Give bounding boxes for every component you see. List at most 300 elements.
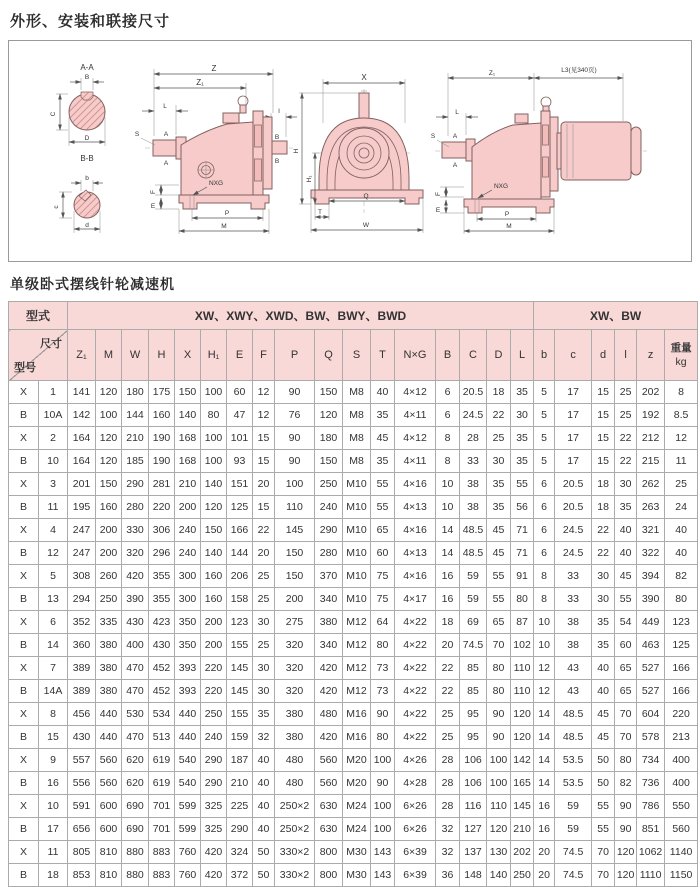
value-cell: 76 xyxy=(275,404,315,427)
value-cell: 620 xyxy=(122,749,149,772)
value-cell: 55 xyxy=(487,565,511,588)
value-cell: 82 xyxy=(615,772,637,795)
value-cell: 390 xyxy=(122,588,149,611)
corner-model-label: 型号 xyxy=(14,362,36,374)
dim-label-A: A xyxy=(163,160,169,167)
table-row xyxy=(9,565,698,588)
dim-label-F: F xyxy=(435,192,442,196)
value-cell: 120 xyxy=(315,404,343,427)
dim-label-I: I xyxy=(278,108,280,115)
value-cell: 90 xyxy=(275,381,315,404)
value-cell: 74.5 xyxy=(460,634,487,657)
value-cell: 325 xyxy=(201,795,227,818)
dim-label-T: T xyxy=(318,209,322,216)
model-number-cell: 17 xyxy=(39,818,68,841)
value-cell: 15 xyxy=(592,404,615,427)
dim-label-Z1: Z₁ xyxy=(196,78,204,87)
value-cell: 591 xyxy=(68,795,96,818)
value-cell: 604 xyxy=(637,703,665,726)
value-cell: 53.5 xyxy=(555,749,592,772)
model-series-cell: B xyxy=(9,404,39,427)
table-row xyxy=(9,634,698,657)
value-cell: 430 xyxy=(68,726,96,749)
value-cell: 80 xyxy=(665,588,698,611)
table-row xyxy=(9,427,698,450)
value-cell: 200 xyxy=(275,588,315,611)
shaft-section-bb xyxy=(53,154,103,233)
value-cell: 250 xyxy=(315,473,343,496)
value-cell: 4×22 xyxy=(395,703,436,726)
value-cell: 60 xyxy=(371,542,395,565)
value-cell: 150 xyxy=(275,565,315,588)
value-cell: 380 xyxy=(96,634,122,657)
value-cell: 290 xyxy=(122,473,149,496)
dim-label-H: H xyxy=(293,148,300,154)
value-cell: 6 xyxy=(436,404,460,427)
dim-label-M: M xyxy=(221,223,227,230)
value-cell: 28 xyxy=(460,427,487,450)
type-label-cell: 型式 xyxy=(9,302,68,330)
value-cell: 150 xyxy=(315,381,343,404)
value-cell: 800 xyxy=(315,841,343,864)
value-cell: 90 xyxy=(615,818,637,841)
value-cell: 210 xyxy=(511,818,534,841)
value-cell: 143 xyxy=(371,841,395,864)
value-cell: 160 xyxy=(96,496,122,519)
value-cell: 59 xyxy=(460,588,487,611)
model-series-cell: B xyxy=(9,680,39,703)
column-header-9: Q xyxy=(315,330,343,381)
model-series-cell: B xyxy=(9,634,39,657)
value-cell: 144 xyxy=(122,404,149,427)
value-cell: 160 xyxy=(149,404,175,427)
value-cell: 100 xyxy=(371,795,395,818)
value-cell: 120 xyxy=(96,450,122,473)
table-row xyxy=(9,542,698,565)
value-cell: 25 xyxy=(436,703,460,726)
value-cell: 734 xyxy=(637,749,665,772)
value-cell: 22 xyxy=(592,542,615,565)
value-cell: 18 xyxy=(487,381,511,404)
value-cell: 760 xyxy=(175,864,201,887)
value-cell: 143 xyxy=(371,864,395,887)
value-cell: 22 xyxy=(436,680,460,703)
value-cell: 321 xyxy=(637,519,665,542)
value-cell: M12 xyxy=(343,611,371,634)
value-cell: M8 xyxy=(343,381,371,404)
dim-label-S: S xyxy=(134,131,140,138)
model-series-cell: X xyxy=(9,657,39,680)
value-cell: 14 xyxy=(534,749,555,772)
value-cell: 120 xyxy=(615,864,637,887)
value-cell: 40 xyxy=(592,657,615,680)
value-cell: 30 xyxy=(253,611,275,634)
value-cell: 24.5 xyxy=(555,519,592,542)
value-cell: 480 xyxy=(275,772,315,795)
value-cell: M8 xyxy=(343,450,371,473)
dim-label-X: X xyxy=(361,73,367,82)
value-cell: 452 xyxy=(149,657,175,680)
value-cell: 85 xyxy=(460,680,487,703)
value-cell: 73 xyxy=(371,657,395,680)
value-cell: 560 xyxy=(96,772,122,795)
value-cell: 690 xyxy=(122,795,149,818)
value-cell: 430 xyxy=(122,611,149,634)
value-cell: 440 xyxy=(96,703,122,726)
model-number-cell: 11 xyxy=(39,841,68,864)
model-series-cell: X xyxy=(9,473,39,496)
value-cell: 40 xyxy=(253,818,275,841)
value-cell: 220 xyxy=(201,680,227,703)
value-cell: 75 xyxy=(371,588,395,611)
value-cell: 4×28 xyxy=(395,772,436,795)
value-cell: 202 xyxy=(511,841,534,864)
value-cell: 59 xyxy=(555,795,592,818)
column-header-3: H xyxy=(149,330,175,381)
value-cell: 330×2 xyxy=(275,864,315,887)
value-cell: 250×2 xyxy=(275,795,315,818)
model-number-cell: 13 xyxy=(39,588,68,611)
value-cell: 100 xyxy=(96,404,122,427)
value-cell: 50 xyxy=(253,841,275,864)
value-cell: 40 xyxy=(665,542,698,565)
value-cell: 4×13 xyxy=(395,496,436,519)
value-cell: 64 xyxy=(371,611,395,634)
value-cell: 883 xyxy=(149,841,175,864)
value-cell: 90 xyxy=(615,795,637,818)
value-cell: 513 xyxy=(149,726,175,749)
value-cell: M30 xyxy=(343,864,371,887)
value-cell: 106 xyxy=(460,749,487,772)
dim-label-P: P xyxy=(224,210,230,217)
value-cell: 90 xyxy=(487,703,511,726)
column-header-8: P xyxy=(275,330,315,381)
value-cell: 370 xyxy=(315,565,343,588)
value-cell: 4×22 xyxy=(395,680,436,703)
value-cell: 335 xyxy=(96,611,122,634)
value-cell: 168 xyxy=(175,427,201,450)
dim-label-B-shaft: B xyxy=(274,158,280,165)
table-row xyxy=(9,473,698,496)
value-cell: 33 xyxy=(555,588,592,611)
value-cell: 210 xyxy=(122,427,149,450)
value-cell: 400 xyxy=(122,634,149,657)
value-cell: 20 xyxy=(253,473,275,496)
value-cell: 599 xyxy=(175,795,201,818)
value-cell: 145 xyxy=(227,680,253,703)
value-cell: 290 xyxy=(227,818,253,841)
value-cell: 10 xyxy=(534,611,555,634)
value-cell: 308 xyxy=(68,565,96,588)
table-row xyxy=(9,795,698,818)
value-cell: 40 xyxy=(371,381,395,404)
shaft-section-aa xyxy=(50,63,105,146)
model-series-cell: X xyxy=(9,565,39,588)
value-cell: 600 xyxy=(96,795,122,818)
value-cell: 70 xyxy=(615,703,637,726)
value-cell: 380 xyxy=(275,703,315,726)
value-cell: 480 xyxy=(275,749,315,772)
table-row xyxy=(9,657,698,680)
value-cell: 102 xyxy=(511,634,534,657)
value-cell: 71 xyxy=(511,519,534,542)
value-cell: M8 xyxy=(343,427,371,450)
value-cell: 35 xyxy=(615,496,637,519)
value-cell: 560 xyxy=(96,749,122,772)
value-cell: 18 xyxy=(592,496,615,519)
value-cell: 56 xyxy=(511,496,534,519)
value-cell: 690 xyxy=(122,818,149,841)
value-cell: M12 xyxy=(343,680,371,703)
column-header-11: T xyxy=(371,330,395,381)
value-cell: 800 xyxy=(315,864,343,887)
value-cell: 90 xyxy=(371,703,395,726)
value-cell: 560 xyxy=(665,818,698,841)
value-cell: 100 xyxy=(371,749,395,772)
table-header-row xyxy=(9,330,698,381)
value-cell: 55 xyxy=(592,818,615,841)
value-cell: 100 xyxy=(487,772,511,795)
value-cell: 22 xyxy=(487,404,511,427)
value-cell: 100 xyxy=(201,450,227,473)
value-cell: 30 xyxy=(253,657,275,680)
value-cell: 185 xyxy=(122,450,149,473)
value-cell: 12 xyxy=(534,657,555,680)
value-cell: 6×26 xyxy=(395,818,436,841)
value-cell: 82 xyxy=(665,565,698,588)
value-cell: 142 xyxy=(511,749,534,772)
value-cell: 296 xyxy=(149,542,175,565)
value-cell: 180 xyxy=(122,381,149,404)
value-cell: 91 xyxy=(511,565,534,588)
value-cell: 47 xyxy=(227,404,253,427)
value-cell: 463 xyxy=(637,634,665,657)
value-cell: 4×12 xyxy=(395,381,436,404)
value-cell: 24.5 xyxy=(460,404,487,427)
model-series-cell: X xyxy=(9,381,39,404)
value-cell: 30 xyxy=(592,565,615,588)
value-cell: 786 xyxy=(637,795,665,818)
column-header-6: E xyxy=(227,330,253,381)
value-cell: 35 xyxy=(487,473,511,496)
dim-label-E: E xyxy=(435,207,441,214)
value-cell: 150 xyxy=(201,519,227,542)
value-cell: 30 xyxy=(511,404,534,427)
value-cell: 527 xyxy=(637,657,665,680)
corner-dimension-label: 尺寸 xyxy=(40,338,63,350)
value-cell: M8 xyxy=(343,404,371,427)
value-cell: 389 xyxy=(68,657,96,680)
table-row xyxy=(9,611,698,634)
value-cell: 619 xyxy=(149,772,175,795)
model-number-cell: 9 xyxy=(39,749,68,772)
value-cell: 420 xyxy=(201,841,227,864)
value-cell: 556 xyxy=(68,772,96,795)
value-cell: 5 xyxy=(534,404,555,427)
value-cell: M24 xyxy=(343,795,371,818)
dim-label-b: b xyxy=(85,175,89,182)
value-cell: 32 xyxy=(253,726,275,749)
model-number-cell: 12 xyxy=(39,542,68,565)
value-cell: 45 xyxy=(615,565,637,588)
value-cell: 48.5 xyxy=(460,542,487,565)
column-header-17: b xyxy=(534,330,555,381)
value-cell: 32 xyxy=(436,818,460,841)
value-cell: 24 xyxy=(665,496,698,519)
value-cell: 656 xyxy=(68,818,96,841)
value-cell: 393 xyxy=(175,657,201,680)
value-cell: 120 xyxy=(511,703,534,726)
value-cell: 140 xyxy=(201,473,227,496)
value-cell: 164 xyxy=(68,450,96,473)
value-cell: 220 xyxy=(149,496,175,519)
value-cell: 160 xyxy=(201,565,227,588)
value-cell: 456 xyxy=(68,703,96,726)
table-row xyxy=(9,864,698,887)
value-cell: 10 xyxy=(534,634,555,657)
value-cell: 20.5 xyxy=(555,473,592,496)
value-cell: 1110 xyxy=(637,864,665,887)
column-header-16: L xyxy=(511,330,534,381)
value-cell: 50 xyxy=(592,772,615,795)
value-cell: 325 xyxy=(201,818,227,841)
model-series-cell: B xyxy=(9,864,39,887)
value-cell: 195 xyxy=(68,496,96,519)
value-cell: 101 xyxy=(227,427,253,450)
model-series-cell: X xyxy=(9,519,39,542)
value-cell: 22 xyxy=(615,450,637,473)
value-cell: 350 xyxy=(175,611,201,634)
value-cell: 166 xyxy=(665,657,698,680)
value-cell: 240 xyxy=(315,496,343,519)
value-cell: 38 xyxy=(555,611,592,634)
model-series-cell: X xyxy=(9,611,39,634)
value-cell: 540 xyxy=(175,772,201,795)
value-cell: M10 xyxy=(343,496,371,519)
value-cell: 213 xyxy=(665,726,698,749)
value-cell: 300 xyxy=(175,565,201,588)
value-cell: 50 xyxy=(253,864,275,887)
value-cell: 320 xyxy=(275,634,315,657)
value-cell: 240 xyxy=(201,726,227,749)
dimension-drawings xyxy=(8,40,692,262)
value-cell: 200 xyxy=(96,519,122,542)
value-cell: 90 xyxy=(275,427,315,450)
value-cell: 25 xyxy=(253,588,275,611)
value-cell: 25 xyxy=(253,565,275,588)
value-cell: 168 xyxy=(175,450,201,473)
value-cell: 106 xyxy=(460,772,487,795)
value-cell: 43 xyxy=(555,657,592,680)
page-title: 外形、安装和联接尺寸 xyxy=(10,13,171,30)
value-cell: 90 xyxy=(371,772,395,795)
value-cell: 393 xyxy=(175,680,201,703)
value-cell: 35 xyxy=(592,634,615,657)
value-cell: 701 xyxy=(149,795,175,818)
table-row xyxy=(9,841,698,864)
value-cell: 25 xyxy=(615,404,637,427)
value-cell: 38 xyxy=(460,473,487,496)
value-cell: 95 xyxy=(460,726,487,749)
column-header-21: z xyxy=(637,330,665,381)
value-cell: 10 xyxy=(436,496,460,519)
table-row xyxy=(9,818,698,841)
value-cell: 322 xyxy=(637,542,665,565)
value-cell: 14 xyxy=(534,726,555,749)
value-cell: M16 xyxy=(343,726,371,749)
value-cell: 260 xyxy=(96,565,122,588)
value-cell: 116 xyxy=(460,795,487,818)
value-cell: 4×13 xyxy=(395,542,436,565)
value-cell: 4×22 xyxy=(395,611,436,634)
value-cell: 6×39 xyxy=(395,864,436,887)
value-cell: 527 xyxy=(637,680,665,703)
value-cell: 4×16 xyxy=(395,565,436,588)
value-cell: 294 xyxy=(68,588,96,611)
value-cell: 25 xyxy=(436,726,460,749)
value-cell: 35 xyxy=(487,496,511,519)
table-row xyxy=(9,588,698,611)
value-cell: 30 xyxy=(253,680,275,703)
value-cell: 440 xyxy=(175,703,201,726)
value-cell: 480 xyxy=(315,703,343,726)
value-cell: 630 xyxy=(315,795,343,818)
value-cell: 810 xyxy=(96,841,122,864)
value-cell: 123 xyxy=(665,611,698,634)
value-cell: 14 xyxy=(436,519,460,542)
value-cell: 263 xyxy=(637,496,665,519)
value-cell: 40 xyxy=(253,795,275,818)
value-cell: 620 xyxy=(122,772,149,795)
value-cell: M30 xyxy=(343,841,371,864)
value-cell: 33 xyxy=(555,565,592,588)
value-cell: 6 xyxy=(534,542,555,565)
dim-label-c: c xyxy=(53,205,60,209)
value-cell: 4×11 xyxy=(395,404,436,427)
value-cell: 80 xyxy=(371,634,395,657)
dim-label-NXG: NXG xyxy=(208,180,224,187)
dim-label-B: B xyxy=(84,74,90,81)
value-cell: 50 xyxy=(592,749,615,772)
value-cell: 20 xyxy=(534,841,555,864)
value-cell: 8 xyxy=(534,565,555,588)
value-cell: 805 xyxy=(68,841,96,864)
value-cell: 145 xyxy=(511,795,534,818)
value-cell: 160 xyxy=(201,588,227,611)
value-cell: 340 xyxy=(315,588,343,611)
table-row xyxy=(9,519,698,542)
value-cell: 145 xyxy=(275,519,315,542)
model-number-cell: 2 xyxy=(39,427,68,450)
value-cell: M10 xyxy=(343,565,371,588)
value-cell: 40 xyxy=(592,680,615,703)
value-cell: 380 xyxy=(275,726,315,749)
value-cell: 15 xyxy=(253,496,275,519)
table-row xyxy=(9,450,698,473)
value-cell: 15 xyxy=(592,450,615,473)
value-cell: 420 xyxy=(201,864,227,887)
value-cell: 470 xyxy=(122,657,149,680)
value-cell: 55 xyxy=(487,588,511,611)
value-cell: 14 xyxy=(436,542,460,565)
model-number-cell: 15 xyxy=(39,726,68,749)
value-cell: 45 xyxy=(487,542,511,565)
value-cell: 5 xyxy=(534,427,555,450)
value-cell: 140 xyxy=(487,864,511,887)
value-cell: 164 xyxy=(68,427,96,450)
value-cell: 190 xyxy=(149,450,175,473)
dim-label-W: W xyxy=(362,222,370,229)
